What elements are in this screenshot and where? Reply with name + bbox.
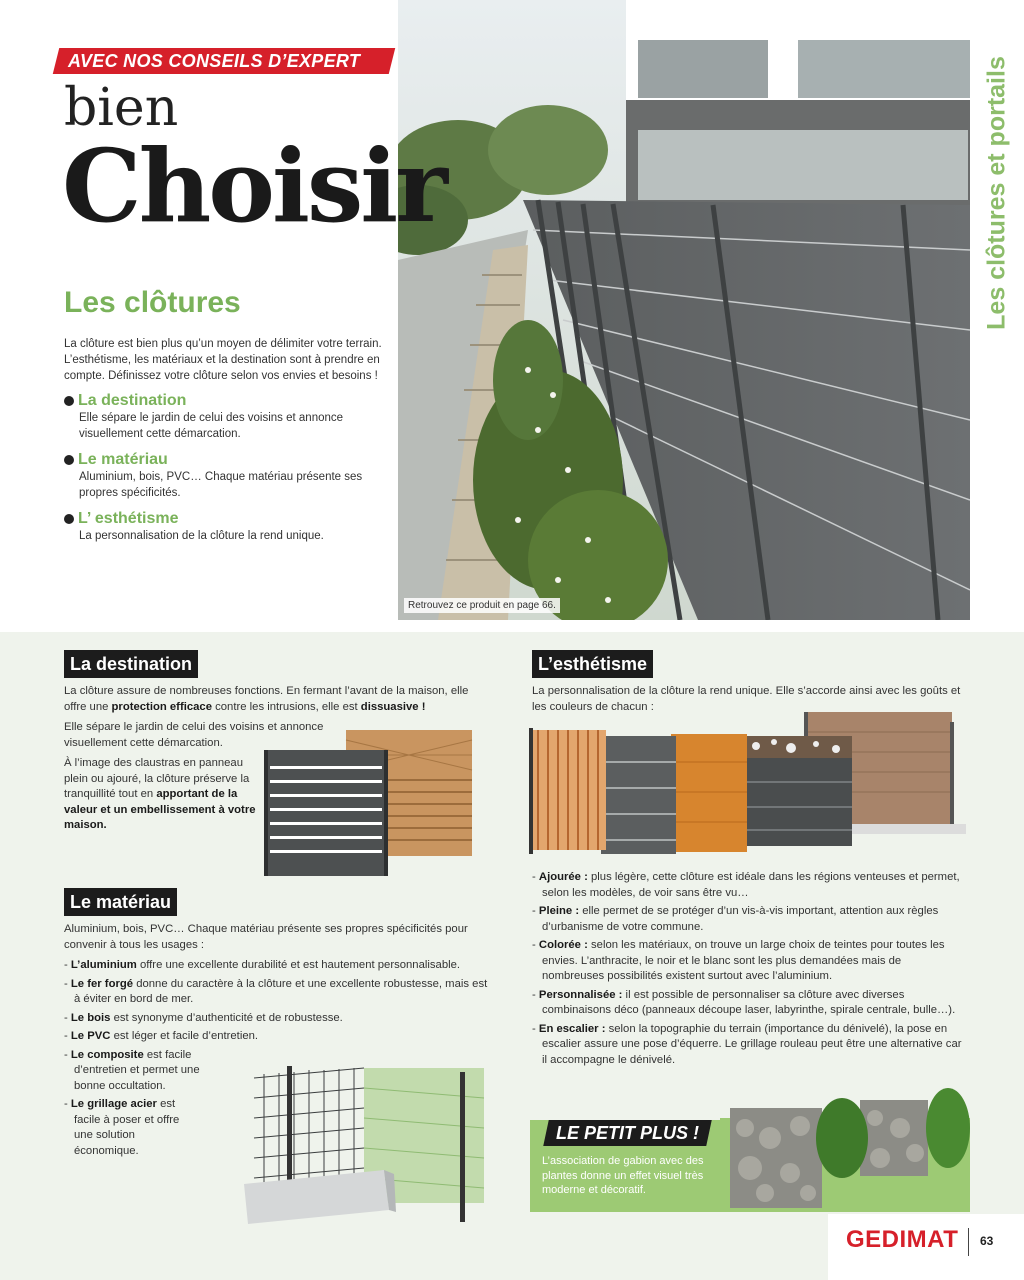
destination-p2: Elle sépare le jardin de celui des voisins et annonce visuellement cette démarcation. <box>64 721 324 749</box>
petit-plus-text: L’association de gabion avec des plantes donne un effet visuel très moderne et décoratif. <box>542 1155 704 1196</box>
section-title: Les clôtures <box>64 286 241 319</box>
list-item: - Le composite est facile d’entretien et permet une bonne occultation. <box>64 1048 200 1092</box>
footer-divider <box>968 1228 969 1256</box>
list-item: - Colorée : selon les matériaux, on trouve un large choix de teintes pour toutes les envies. L’anthracite, le noir et le blanc sont les plus demandées mais de nombreuses possibilités existent surtout avec l’aluminium. <box>532 939 945 982</box>
esthetisme-intro: La personnalisation de la clôture la rend unique. Elle s’accorde ainsi avec les goûts et les couleurs de chacun : <box>532 685 961 713</box>
page-number: 63 <box>980 1234 994 1248</box>
side-tab: Les clôtures et portails <box>970 0 1024 385</box>
destination-p3: À l’image des claustras en panneau plein ou ajouré, la clôture préserve la tranquillité tout en apportant de la valeur et un embellissement à votre maison. <box>64 757 256 831</box>
list-item: - Le PVC est léger et facile d’entretien. <box>64 1030 259 1042</box>
list-item: - Le fer forgé donne du caractère à la clôture et une excellente robustesse, mais est à éviter en bord de mer. <box>64 977 488 1005</box>
bullet-dot <box>64 514 74 524</box>
bullet-dot <box>64 396 74 406</box>
intro-text: La clôture est bien plus qu’un moyen de délimiter votre terrain. L’esthétisme, les matériaux et la destination sont à prendre en compte. Définissez votre clôture selon vos envies et besoins ! <box>64 338 382 382</box>
esthetisme-list <box>532 870 962 1071</box>
materiau-heading: Le matériau <box>64 888 177 916</box>
list-item: - Personnalisée : il est possible de personnaliser sa clôture avec diverses combinaisons déco (panneaux découpe laser, labyrinthe, spirale centrale, bulle…). <box>532 988 956 1016</box>
title-choisir: Choisir <box>62 127 445 245</box>
claustra-panels-image <box>264 730 476 883</box>
title-bien: bien <box>64 78 179 138</box>
gabion-image <box>720 1078 970 1217</box>
gedimat-logo: GEDIMAT <box>846 1226 959 1253</box>
photo-credit: Retrouvez ce produit en page 66. <box>404 598 560 613</box>
esthetisme-heading: L’esthétisme <box>532 650 653 678</box>
bullet-destination: La destination Elle sépare le jardin de celui des voisins et annonce visuellement cette démarcation. <box>64 392 384 442</box>
fence-styles-image <box>516 712 966 865</box>
list-item: - En escalier : selon la topographie du terrain (importance du dénivelé), la pose en escalier assure une pose d’équerre. Le grillage rouleau peut être une alternative car il accompagne le dénivelé. <box>532 1022 962 1066</box>
list-item: - Le grillage acier est facile à poser et offre une solution économique. <box>64 1098 180 1157</box>
list-item: - L’aluminium offre une excellente durabilité et est hautement personnalisable. <box>64 959 461 971</box>
grillage-fence-image <box>244 1058 494 1229</box>
hero-fence-photo <box>398 0 970 620</box>
destination-heading: La destination <box>64 650 198 678</box>
bullet-materiau: Le matériau Aluminium, bois, PVC… Chaque matériau présente ses propres spécificités. <box>64 451 384 501</box>
bullet-esthetisme: L’ esthétisme La personnalisation de la clôture la rend unique. <box>64 510 384 544</box>
list-item: - Le bois est synonyme d’authenticité et de robustesse. <box>64 1011 343 1024</box>
list-item: - Pleine : elle permet de se protéger d’un vis-à-vis important, attention aux règles d’urbanisme de votre commune. <box>532 905 939 933</box>
list-item: - Ajourée : plus légère, cette clôture est idéale dans les régions venteuses et permet, selon les modèles, de voir sans être vu… <box>532 871 960 899</box>
destination-p1: La clôture assure de nombreuses fonctions. En fermant l’avant de la maison, elle offre une protection efficace contre les intrusions, elle est dissuasive ! <box>64 685 469 713</box>
materiau-intro: Aluminium, bois, PVC… Chaque matériau présente ses propres spécificités pour convenir à tous les usages : <box>64 923 468 951</box>
petit-plus-title: LE PETIT PLUS ! <box>543 1120 712 1146</box>
expert-banner: AVEC NOS CONSEILS D’EXPERT <box>53 48 395 74</box>
bullet-dot <box>64 455 74 465</box>
